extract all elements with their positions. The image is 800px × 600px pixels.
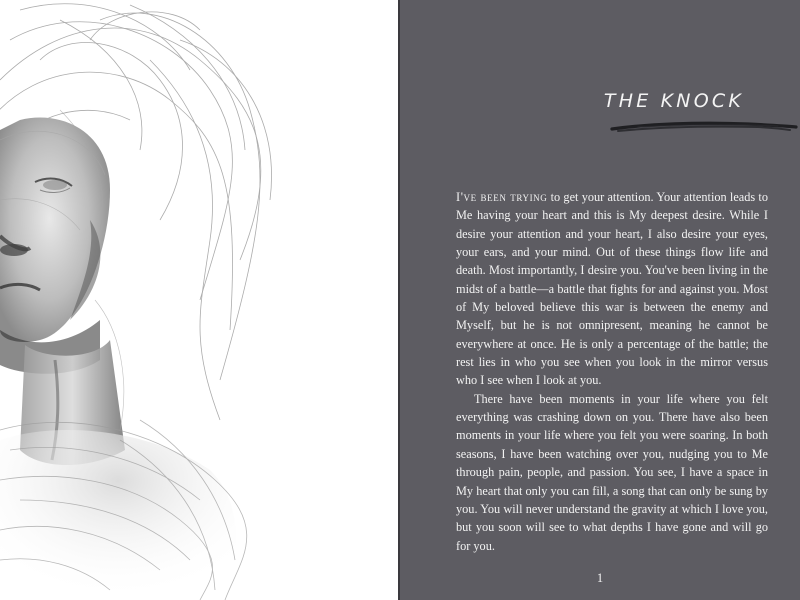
page-number: 1 <box>596 571 604 585</box>
lead-in-small-caps: I've been trying <box>456 190 548 204</box>
left-page <box>0 0 398 600</box>
portrait-sketch-illustration <box>0 0 398 600</box>
paragraph-2: There have been moments in your life where you felt everything was crashing down on you. There have also been moments in your life where you felt you were soaring. In both seasons, I have been watching over you, nudging you to Me through pain, people, and passion. You see, I have a space in My heart that only you can fill, a song that can only be sung by you. You will never understand the gravity at which I love you, but you soon will see to what depths I have gone and will go for you. <box>456 391 768 553</box>
chapter-title: THE KNOCK <box>603 90 744 112</box>
title-brush-underline <box>608 118 798 138</box>
paragraph-1 <box>456 188 768 390</box>
right-page <box>400 0 800 600</box>
chapter-body <box>456 188 768 555</box>
paragraph-1-text: to get your attention. Your attention leads to Me having your heart and this is My deepest desire. While I desire your attention and your heart, I also desire your eyes, your ears, and your mind. Out of these things flow life and death. Most importantly, I desire you. You've been living in the midst of a battle—a battle that fights for and against you. Most of My beloved believe this war is between the enemy and Myself, but he is not omnipresent, meaning he cannot be everywhere at once. He is only a percentage of the battle; the rest lies in who you see when you look in the mirror versus who I see when I look at you. <box>456 190 768 388</box>
